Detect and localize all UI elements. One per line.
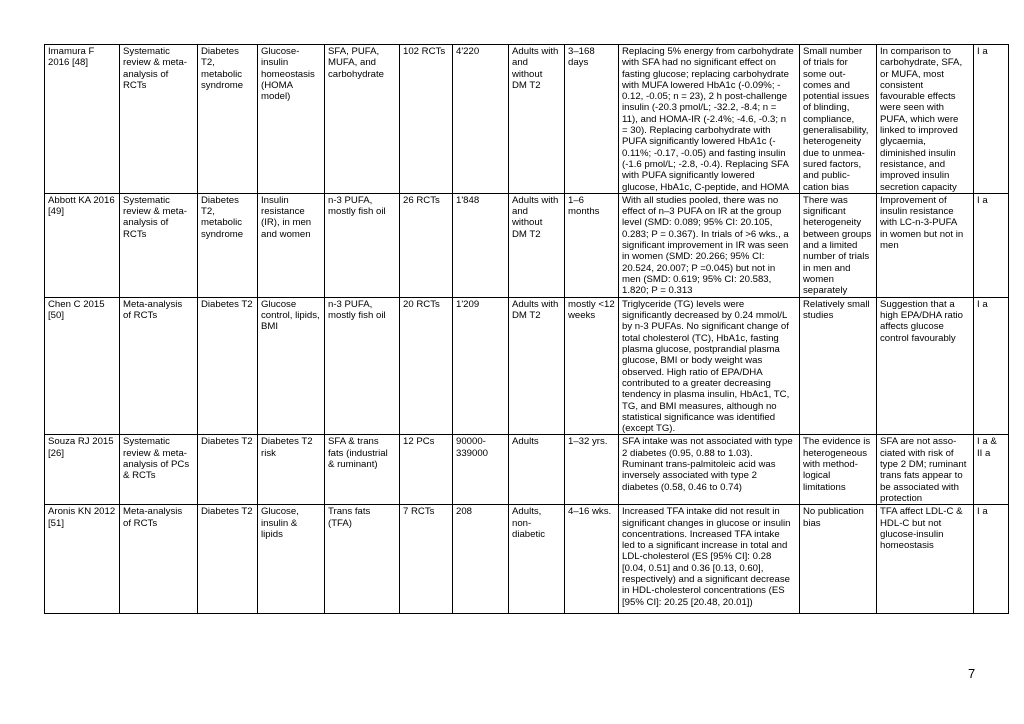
cell-population bbox=[509, 505, 565, 614]
cell-n-studies bbox=[400, 505, 453, 614]
cell-design bbox=[120, 297, 198, 435]
duration-text: 4–16 wks. bbox=[568, 506, 612, 518]
n-studies-text: 20 RCTs bbox=[403, 298, 440, 310]
condition-text: Diabetes T2 bbox=[201, 298, 253, 310]
conclusion-text: TFA affect LDL-C & HDL-C but not glucose-insulin homeostasis bbox=[880, 506, 963, 552]
evidence-level-text: I a & II a bbox=[977, 436, 997, 459]
condition-text: Diabetes T2 bbox=[201, 436, 253, 448]
cell-exposure bbox=[325, 45, 400, 194]
outcome-text: Insulin resistance (IR), in men and women bbox=[261, 194, 312, 240]
n-studies-text: 12 PCs bbox=[403, 436, 435, 448]
design-text: Systematic review & meta- analysis of RCTs bbox=[123, 46, 187, 91]
limitations-text: The evidence is heterogeneous with method- logical limitations bbox=[803, 436, 871, 493]
cell-exposure bbox=[325, 297, 400, 435]
outcome-text: Diabetes T2 risk bbox=[261, 436, 313, 459]
cell-evidence-level bbox=[974, 297, 1009, 435]
cell-condition bbox=[198, 297, 258, 435]
cell-duration bbox=[565, 505, 619, 614]
cell-n-studies bbox=[400, 435, 453, 505]
cell-results bbox=[619, 505, 800, 614]
cell-design bbox=[120, 435, 198, 505]
n-studies-text: 102 RCTs bbox=[403, 46, 446, 57]
n-subjects-text: 1'209 bbox=[456, 298, 480, 310]
cell-evidence-level bbox=[974, 45, 1009, 194]
outcome-text: Glucose- insulin homeostasis (HOMA model) bbox=[261, 46, 315, 103]
cell-results bbox=[619, 435, 800, 505]
design-text: Meta-analysis of RCTs bbox=[123, 298, 183, 322]
outcome-text: Glucose control, lipids, BMI bbox=[261, 298, 320, 333]
results-text: Replacing 5% energy from carbohydrate with SFA had no significant effect on fasting glucose; replacing carbohydrate with MUFA lowered HbA1c (-0.09%; - 0.12, -0.05; n = 23), 2 h post-challenge insulin (-20.3 pmol/L; -32.2, -8.4; n = 11), and HOMA-IR (-2.4%; -4.6, -0.3; n = 30). Replacing carbohydrate with PUFA significantly lowered HbA1c (- 0.11%; -0.17, -0.05) and fasting insulin (-1.6 pmol/L; -2.8, -0.4). Replacing SFA with PUFA significantly lowered glucose, HbA1c, C-peptide, and HOMA bbox=[622, 46, 794, 193]
duration-text: mostly <12 weeks bbox=[568, 298, 615, 322]
duration-text: 1–32 yrs. bbox=[568, 436, 608, 448]
cell-conclusion bbox=[877, 505, 974, 614]
page-number: 7 bbox=[968, 666, 976, 681]
cell-outcome bbox=[258, 505, 325, 614]
table-row bbox=[45, 45, 1009, 194]
condition-text: Diabetes T2, metabolic syndrome bbox=[201, 46, 244, 91]
limitations-text: There was significant heterogeneity between groups and a limited number of trials in men and women separately bbox=[803, 194, 872, 297]
study-text: Imamura F 2016 [48] bbox=[48, 46, 95, 69]
cell-design bbox=[120, 45, 198, 194]
n-subjects-text: 208 bbox=[456, 506, 473, 518]
cell-duration bbox=[565, 297, 619, 435]
population-text: Adults with and without DM T2 bbox=[512, 46, 559, 91]
study-text: Aronis KN 2012 [51] bbox=[48, 506, 116, 529]
evidence-level-text: I a bbox=[977, 194, 988, 206]
cell-duration bbox=[565, 45, 619, 194]
cell-outcome bbox=[258, 193, 325, 297]
evidence-table bbox=[44, 44, 1009, 614]
cell-duration bbox=[565, 193, 619, 297]
study-text: Chen C 2015 [50] bbox=[48, 298, 105, 322]
cell-condition bbox=[198, 45, 258, 194]
condition-text: Diabetes T2, metabolic syndrome bbox=[201, 194, 244, 240]
cell-duration bbox=[565, 435, 619, 505]
cell-evidence-level bbox=[974, 505, 1009, 614]
cell-study bbox=[45, 297, 120, 435]
cell-population bbox=[509, 297, 565, 435]
outcome-text: Glucose, insulin & lipids bbox=[261, 506, 299, 540]
cell-population bbox=[509, 435, 565, 505]
cell-n-subjects bbox=[453, 435, 509, 505]
conclusion-text: Improvement of insulin resistance with LC-n-3-PUFA in women but not in men bbox=[880, 194, 964, 252]
conclusion-text: SFA are not asso- ciated with risk of type 2 DM; ruminant trans fats appear to be associated with protection bbox=[880, 436, 967, 504]
cell-population bbox=[509, 45, 565, 194]
cell-exposure bbox=[325, 435, 400, 505]
results-text: Increased TFA intake did not result in significant changes in glucose or insulin concentrations. Increased TFA intake led to a significant increase in total and LDL-cholesterol (ES [95% CI]: 0.28 [0.04, 0.51] and 0.36 [0.13, 0.60], respectively) and a significant decrease in HDL-cholesterol concentrations (ES [95% CI]: 20.25 [20.48, 20.01]) bbox=[622, 506, 791, 608]
cell-conclusion bbox=[877, 193, 974, 297]
cell-condition bbox=[198, 193, 258, 297]
population-text: Adults, non- diabetic bbox=[512, 506, 546, 540]
study-text: Souza RJ 2015 [26] bbox=[48, 436, 114, 459]
cell-study bbox=[45, 193, 120, 297]
results-text: With all studies pooled, there was no effect of n–3 PUFA on IR at the group level (SMD: 0.089; 95% CI: 20.105, 0.283; P = 0.367). In trials of >6 wks., a significant improvement in IR was seen in women (SMD: 20.266; 95% CI: 20.524, 20.007; P =0.045) but not in men (SMD: 0.619; 95% CI: 20.583, 1.820; P = 0.313 bbox=[622, 194, 789, 297]
cell-limitations bbox=[800, 193, 877, 297]
conclusion-text: Suggestion that a high EPA/DHA ratio affects glucose control favourably bbox=[880, 298, 964, 344]
limitations-text: Relatively small studies bbox=[803, 298, 870, 322]
cell-population bbox=[509, 193, 565, 297]
evidence-level-text: I a bbox=[977, 46, 988, 57]
population-text: Adults with and without DM T2 bbox=[512, 194, 559, 240]
cell-results bbox=[619, 45, 800, 194]
cell-n-subjects bbox=[453, 193, 509, 297]
results-text: Triglyceride (TG) levels were significantly decreased by 0.24 mmol/L by n-3 PUFAs. No significant change of total cholesterol (TC), HbA1c, fasting plasma glucose, postprandial plasma glucose, BMI or body weight was observed. High ratio of EPA/DHA contributed to a greater decreasing tendency in plasma insulin, HbAc1, TC, TG, and BMI measures, although no statistical significance was identified (except TG). bbox=[622, 298, 790, 435]
n-subjects-text: 90000- 339000 bbox=[456, 436, 489, 459]
n-subjects-text: 1'848 bbox=[456, 194, 480, 206]
cell-conclusion bbox=[877, 435, 974, 505]
cell-n-subjects bbox=[453, 297, 509, 435]
cell-results bbox=[619, 193, 800, 297]
duration-text: 1–6 months bbox=[568, 194, 600, 218]
cell-n-studies bbox=[400, 45, 453, 194]
cell-limitations bbox=[800, 45, 877, 194]
table-row bbox=[45, 297, 1009, 435]
cell-design bbox=[120, 193, 198, 297]
cell-evidence-level bbox=[974, 193, 1009, 297]
evidence-level-text: I a bbox=[977, 506, 988, 518]
cell-n-studies bbox=[400, 193, 453, 297]
cell-results bbox=[619, 297, 800, 435]
exposure-text: SFA, PUFA, MUFA, and carbohydrate bbox=[328, 46, 384, 80]
limitations-text: No publication bias bbox=[803, 506, 864, 529]
cell-evidence-level bbox=[974, 435, 1009, 505]
cell-limitations bbox=[800, 505, 877, 614]
cell-limitations bbox=[800, 435, 877, 505]
cell-outcome bbox=[258, 435, 325, 505]
table-row bbox=[45, 505, 1009, 614]
exposure-text: SFA & trans fats (industrial & ruminant) bbox=[328, 436, 388, 471]
duration-text: 3–168 days bbox=[568, 46, 595, 69]
design-text: Meta-analysis of RCTs bbox=[123, 506, 183, 529]
limitations-text: Small number of trials for some out- comes and potential issues of blinding, compliance, generalisability, heterogeneity due to unmea- sured factors, and public- cation bias bbox=[803, 46, 870, 193]
cell-exposure bbox=[325, 505, 400, 614]
table-row bbox=[45, 193, 1009, 297]
conclusion-text: In comparison to carbohydrate, SFA, or MUFA, most consistent favourable effects were seen with PUFA, which were linked to improved glycaemia, diminished insulin resistance, and improved insulin secretion capacity bbox=[880, 46, 963, 193]
population-text: Adults bbox=[512, 436, 539, 448]
cell-exposure bbox=[325, 193, 400, 297]
cell-design bbox=[120, 505, 198, 614]
n-studies-text: 7 RCTs bbox=[403, 506, 435, 518]
cell-condition bbox=[198, 435, 258, 505]
cell-study bbox=[45, 505, 120, 614]
evidence-level-text: I a bbox=[977, 298, 988, 310]
exposure-text: Trans fats (TFA) bbox=[328, 506, 371, 529]
table-row bbox=[45, 435, 1009, 505]
n-subjects-text: 4'220 bbox=[456, 46, 480, 57]
design-text: Systematic review & meta- analysis of RCTs bbox=[123, 194, 187, 240]
cell-limitations bbox=[800, 297, 877, 435]
cell-study bbox=[45, 435, 120, 505]
condition-text: Diabetes T2 bbox=[201, 506, 253, 518]
cell-n-subjects bbox=[453, 505, 509, 614]
cell-conclusion bbox=[877, 297, 974, 435]
cell-outcome bbox=[258, 297, 325, 435]
cell-n-subjects bbox=[453, 45, 509, 194]
population-text: Adults with DM T2 bbox=[512, 298, 559, 322]
cell-n-studies bbox=[400, 297, 453, 435]
results-text: SFA intake was not associated with type 2 diabetes (0.95, 0.88 to 1.03). Ruminant trans-palmitoleic acid was inversely associated with type 2 diabetes (0.58, 0.46 to 0.74) bbox=[622, 436, 793, 493]
n-studies-text: 26 RCTs bbox=[403, 194, 440, 206]
exposure-text: n-3 PUFA, mostly fish oil bbox=[328, 194, 386, 218]
study-text: Abbott KA 2016 [49] bbox=[48, 194, 115, 218]
design-text: Systematic review & meta- analysis of PCs & RCTs bbox=[123, 436, 190, 482]
cell-conclusion bbox=[877, 45, 974, 194]
cell-study bbox=[45, 45, 120, 194]
cell-condition bbox=[198, 505, 258, 614]
cell-outcome bbox=[258, 45, 325, 194]
exposure-text: n-3 PUFA, mostly fish oil bbox=[328, 298, 386, 322]
